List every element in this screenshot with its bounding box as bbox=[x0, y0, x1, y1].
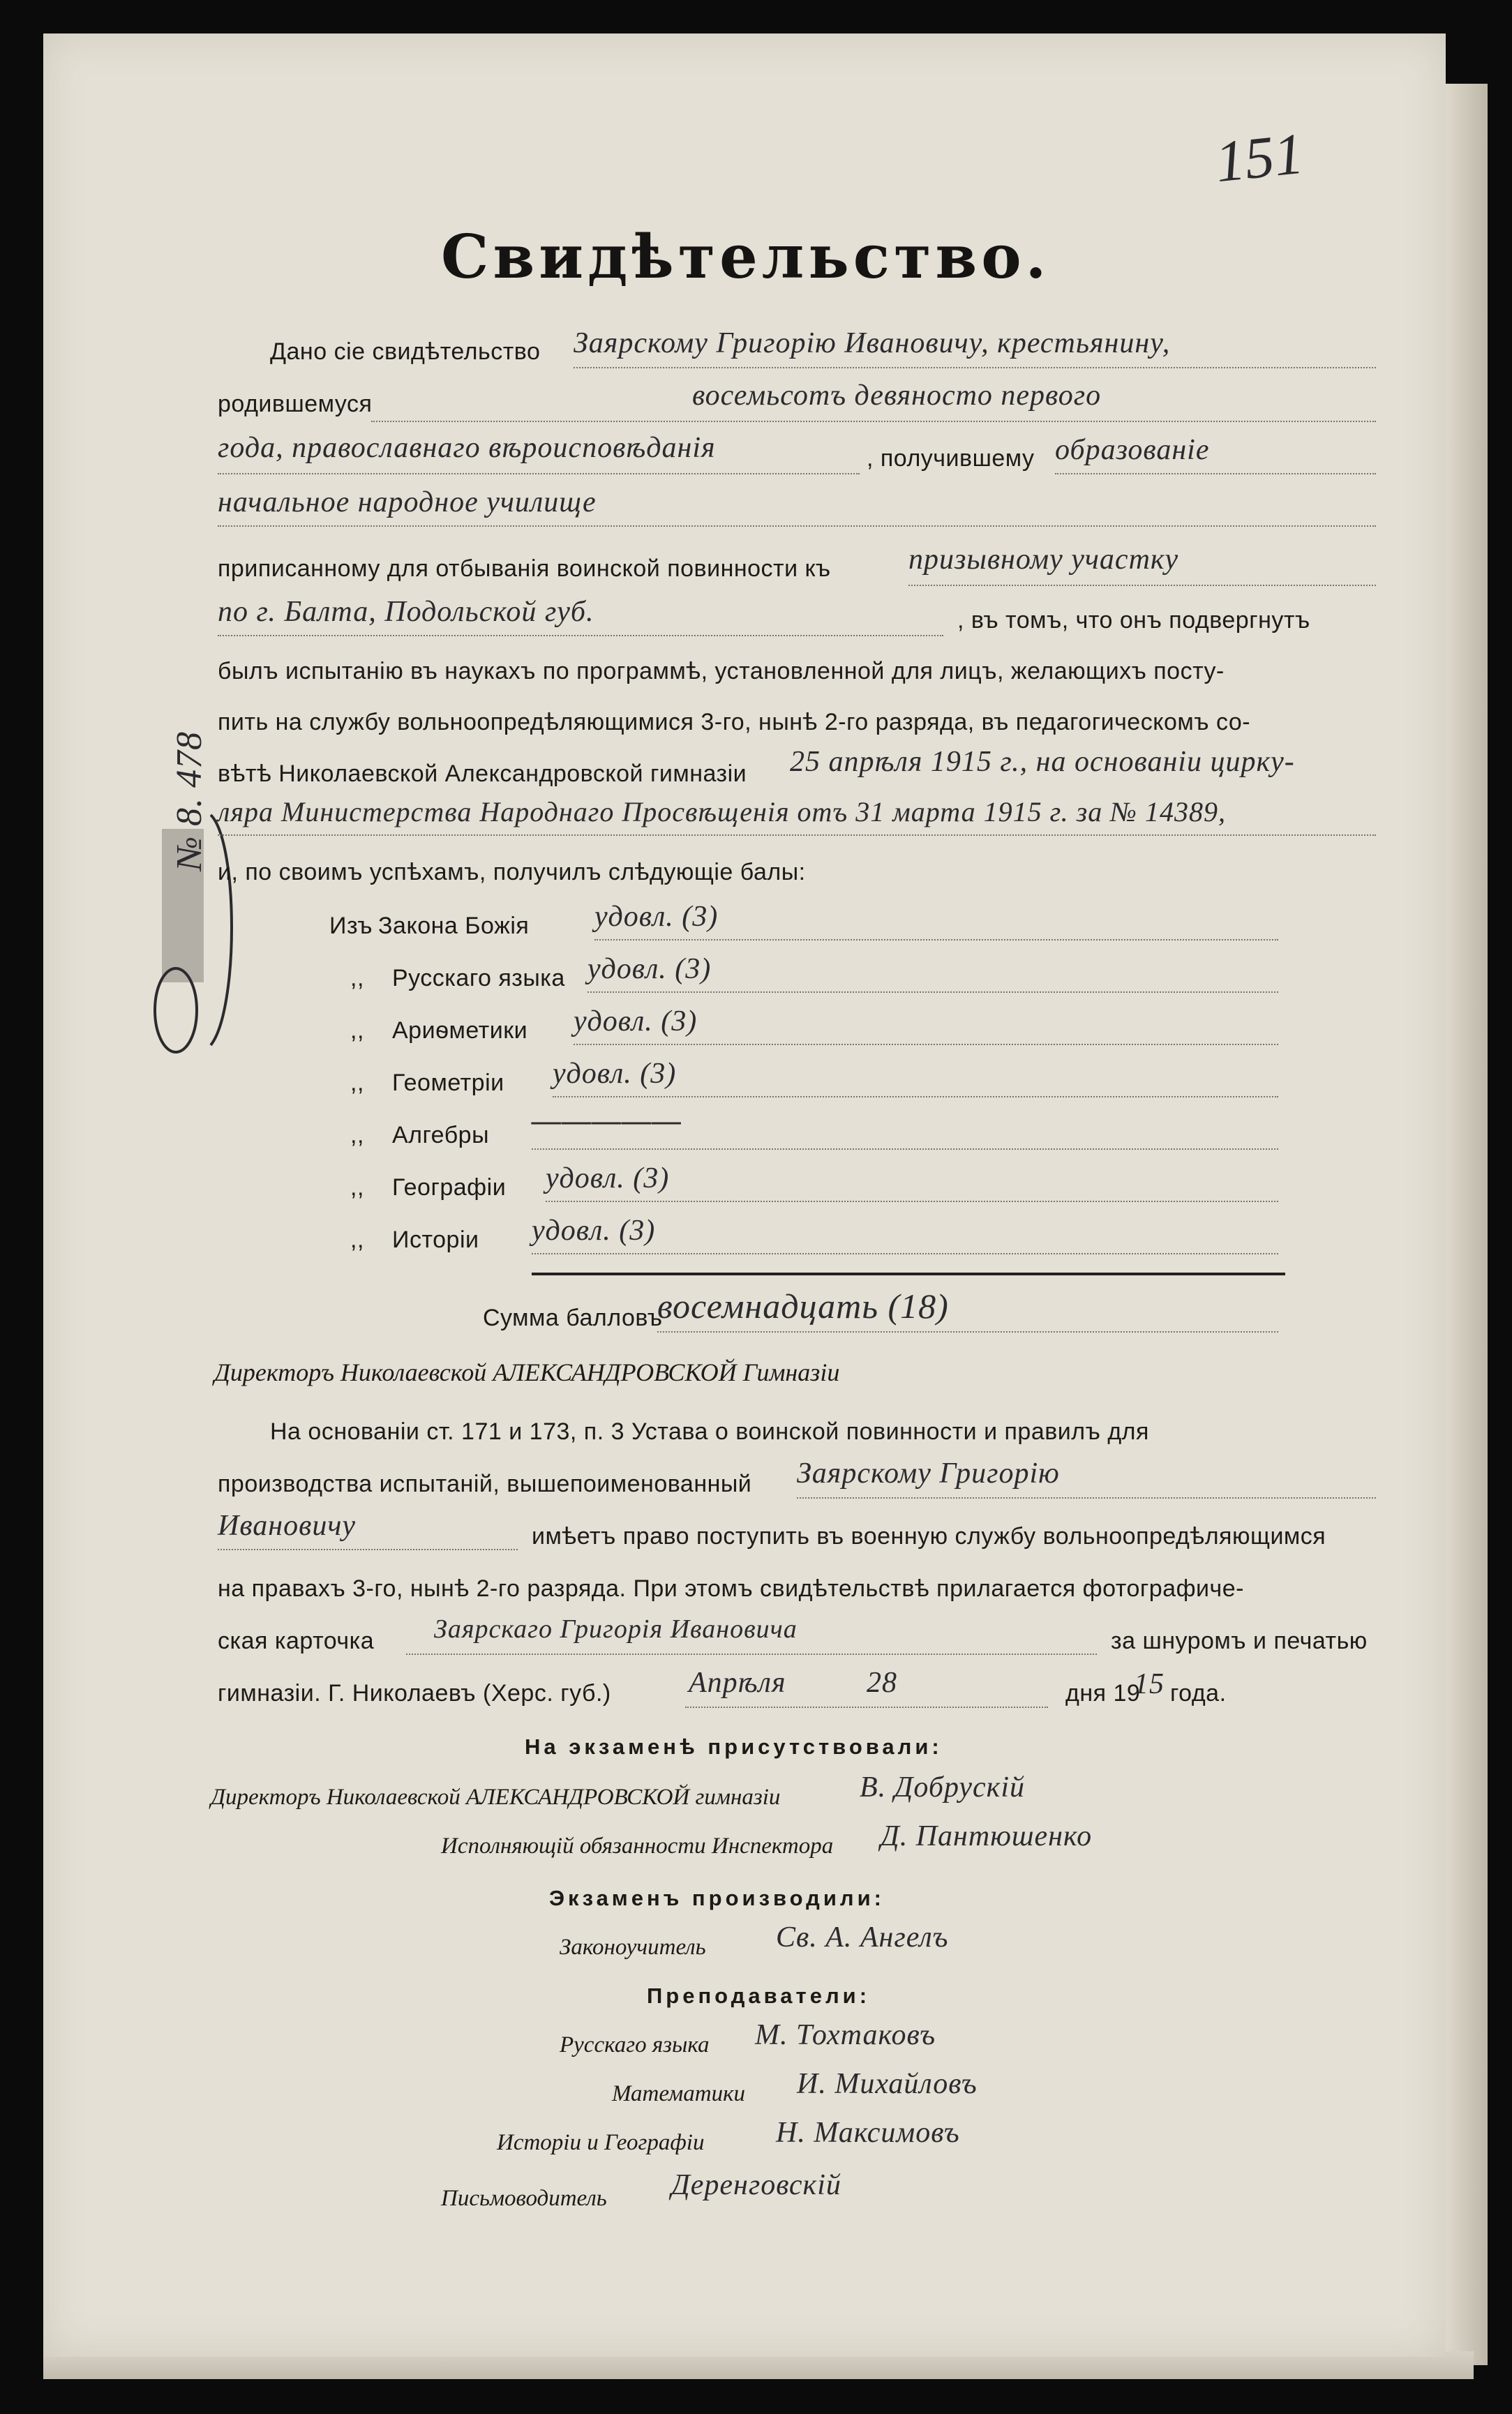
sum-rule bbox=[532, 1273, 1285, 1275]
grade-subject-2: Русскаго языка bbox=[392, 965, 565, 991]
circular-line bbox=[218, 834, 1376, 836]
teacher-sign-2: И. Михайловъ bbox=[797, 2068, 978, 2100]
grade-value-7: удовл. (3) bbox=[532, 1215, 656, 1247]
grade-prefix-1: Изъ bbox=[329, 913, 373, 939]
sum-line bbox=[657, 1331, 1278, 1333]
p2-year-hand: 15 bbox=[1134, 1668, 1165, 1700]
grade-value-2: удовл. (3) bbox=[587, 953, 712, 985]
grade-prefix-5: ,, bbox=[350, 1122, 364, 1148]
p2-line-5b: за шнуромъ и печатью bbox=[1111, 1628, 1368, 1654]
director-header: Директоръ Николаевской АЛЕКСАНДРОВСКОЙ Гимназіи bbox=[214, 1358, 840, 1386]
education-line-1 bbox=[1055, 473, 1376, 474]
grade-prefix-3: ,, bbox=[350, 1017, 364, 1044]
name-line bbox=[574, 367, 1376, 368]
present-role-1: Директоръ Николаевской АЛЕКСАНДРОВСКОЙ гимназіи bbox=[211, 1785, 781, 1810]
birth-hand-1: восемьсотъ девяносто первого bbox=[692, 380, 1102, 412]
grade-value-4: удовл. (3) bbox=[553, 1058, 677, 1090]
assigned-hand-2: по г. Балта, Подольской губ. bbox=[218, 596, 594, 628]
p2-line-1: На основаніи ст. 171 и 173, п. 3 Устава о воинской повинности и правилъ для bbox=[270, 1418, 1149, 1445]
p2-month-hand: Апрѣля bbox=[689, 1667, 786, 1699]
teachers-header: Преподаватели: bbox=[647, 1984, 871, 2008]
assigned-label: приписанному для отбыванія воинской повинности къ bbox=[218, 555, 831, 582]
law-teacher-role: Законоучитель bbox=[560, 1935, 706, 1960]
grade-line-1 bbox=[594, 939, 1278, 940]
grade-line-2 bbox=[587, 991, 1278, 993]
assigned-hand: призывному участку bbox=[908, 543, 1179, 576]
p2-line-2-hand: Заярскому Григорію bbox=[797, 1457, 1060, 1490]
p2-line-6b: дня 19 bbox=[1065, 1680, 1141, 1707]
margin-stamp-text: № 8. 478 bbox=[170, 730, 209, 871]
sheet-number: 151 bbox=[1212, 121, 1307, 195]
document-title: Свидѣтельство. bbox=[441, 222, 1051, 292]
clerk-role: Письмоводитель bbox=[441, 2186, 607, 2211]
grade-subject-4: Геометріи bbox=[392, 1070, 504, 1096]
grade-subject-7: Исторіи bbox=[392, 1227, 479, 1253]
teacher-role-3: Исторіи и Географіи bbox=[497, 2130, 705, 2155]
grade-subject-3: Ариѳметики bbox=[392, 1017, 528, 1044]
birth-line-2 bbox=[218, 473, 860, 474]
education-line-2 bbox=[218, 525, 1376, 527]
clerk-sign: Деренговскій bbox=[671, 2169, 841, 2201]
grade-line-6 bbox=[546, 1201, 1278, 1202]
grade-subject-5: Алгебры bbox=[392, 1122, 490, 1148]
grade-prefix-2: ,, bbox=[350, 965, 364, 991]
grade-value-1: удовл. (3) bbox=[594, 901, 719, 933]
grade-line-5 bbox=[532, 1148, 1278, 1150]
grade-value-5: ————— bbox=[532, 1105, 682, 1137]
present-header: На экзаменѣ присутствовали: bbox=[525, 1734, 943, 1759]
grade-value-3: удовл. (3) bbox=[574, 1005, 698, 1037]
p2-line-3-dots bbox=[218, 1549, 518, 1550]
grade-line-3 bbox=[574, 1044, 1278, 1045]
assigned-line-2 bbox=[218, 635, 943, 636]
education-hand-2: начальное народное училище bbox=[218, 486, 597, 518]
p2-line-2-dots bbox=[797, 1497, 1376, 1499]
grade-value-6: удовл. (3) bbox=[546, 1162, 670, 1194]
assigned-line bbox=[908, 585, 1376, 586]
received-label: , получившему bbox=[867, 445, 1035, 472]
teacher-sign-3: Н. Максимовъ bbox=[776, 2117, 960, 2149]
present-role-2: Исполняющій обязанности Инспектора bbox=[441, 1834, 834, 1859]
sum-value: восемнадцать (18) bbox=[657, 1287, 949, 1326]
line-7: вѣтѣ Николаевской Александровской гимназіи bbox=[218, 760, 747, 787]
teacher-role-2: Математики bbox=[612, 2081, 746, 2106]
tested-label: , въ томъ, что онъ подвергнутъ bbox=[957, 607, 1310, 634]
grade-prefix-6: ,, bbox=[350, 1174, 364, 1201]
grades-intro: и, по своимъ успѣхамъ, получилъ слѣдующіе балы: bbox=[218, 859, 806, 885]
p2-line-5-hand: Заярскаго Григорія Ивановича bbox=[434, 1614, 798, 1644]
line-5: былъ испытанію въ наукахъ по программѣ, установленной для лицъ, желающихъ посту- bbox=[218, 658, 1225, 684]
conducted-header: Экзаменъ производили: bbox=[549, 1886, 885, 1910]
p2-line-6c: года. bbox=[1170, 1680, 1227, 1707]
name-hand: Заярскому Григорію Ивановичу, крестьянину, bbox=[574, 327, 1171, 359]
law-teacher-sign: Св. А. Ангелъ bbox=[776, 1921, 949, 1954]
born-label: родившемуся bbox=[218, 391, 373, 417]
sum-label: Сумма балловъ bbox=[483, 1305, 663, 1331]
p2-day-hand: 28 bbox=[867, 1667, 897, 1699]
grade-subject-6: Географіи bbox=[392, 1174, 507, 1201]
council-date-hand: 25 апрѣля 1915 г., на основаніи цирку- bbox=[790, 746, 1295, 778]
grade-line-4 bbox=[553, 1096, 1278, 1097]
birth-hand-2: года, православнаго вѣроисповѣданія bbox=[218, 432, 716, 464]
present-sign-1: В. Добрускій bbox=[860, 1771, 1025, 1804]
grade-line-7 bbox=[532, 1253, 1278, 1254]
certificate-page bbox=[43, 33, 1446, 2357]
grade-prefix-7: ,, bbox=[350, 1227, 364, 1253]
teacher-role-1: Русскаго языка bbox=[560, 2032, 710, 2057]
p2-line-5a: ская карточка bbox=[218, 1628, 375, 1654]
line-6: пить на службу вольноопредѣляющимися 3-го, нынѣ 2-го разряда, въ педагогическомъ со- bbox=[218, 709, 1251, 735]
p2-line-5-dots bbox=[406, 1654, 1097, 1655]
present-sign-2: Д. Пантюшенко bbox=[881, 1820, 1093, 1852]
grade-prefix-4: ,, bbox=[350, 1070, 364, 1096]
p2-line-6-dots bbox=[685, 1707, 1048, 1708]
teacher-sign-1: М. Тохтаковъ bbox=[755, 2019, 936, 2051]
p2-line-3: имѣетъ право поступить въ военную службу вольноопредѣляющимся bbox=[532, 1523, 1326, 1550]
birth-line-1 bbox=[371, 421, 1376, 422]
education-hand-1: образованіе bbox=[1055, 434, 1210, 466]
p2-line-3-hand: Ивановичу bbox=[218, 1510, 357, 1542]
circular-hand: ляра Министерства Народнаго Просвѣщенія отъ 31 марта 1915 г. за № 14389, bbox=[218, 796, 1226, 827]
grade-subject-1: Закона Божія bbox=[378, 913, 530, 939]
p2-line-2: производства испытаній, вышепоименованный bbox=[218, 1471, 752, 1497]
p2-line-6a: гимназіи. Г. Николаевъ (Херс. губ.) bbox=[218, 1680, 611, 1707]
p2-line-4: на правахъ 3-го, нынѣ 2-го разряда. При этомъ свидѣтельствѣ прилагается фотографиче- bbox=[218, 1575, 1244, 1602]
given-label: Дано сіе свидѣтельство bbox=[270, 338, 541, 365]
